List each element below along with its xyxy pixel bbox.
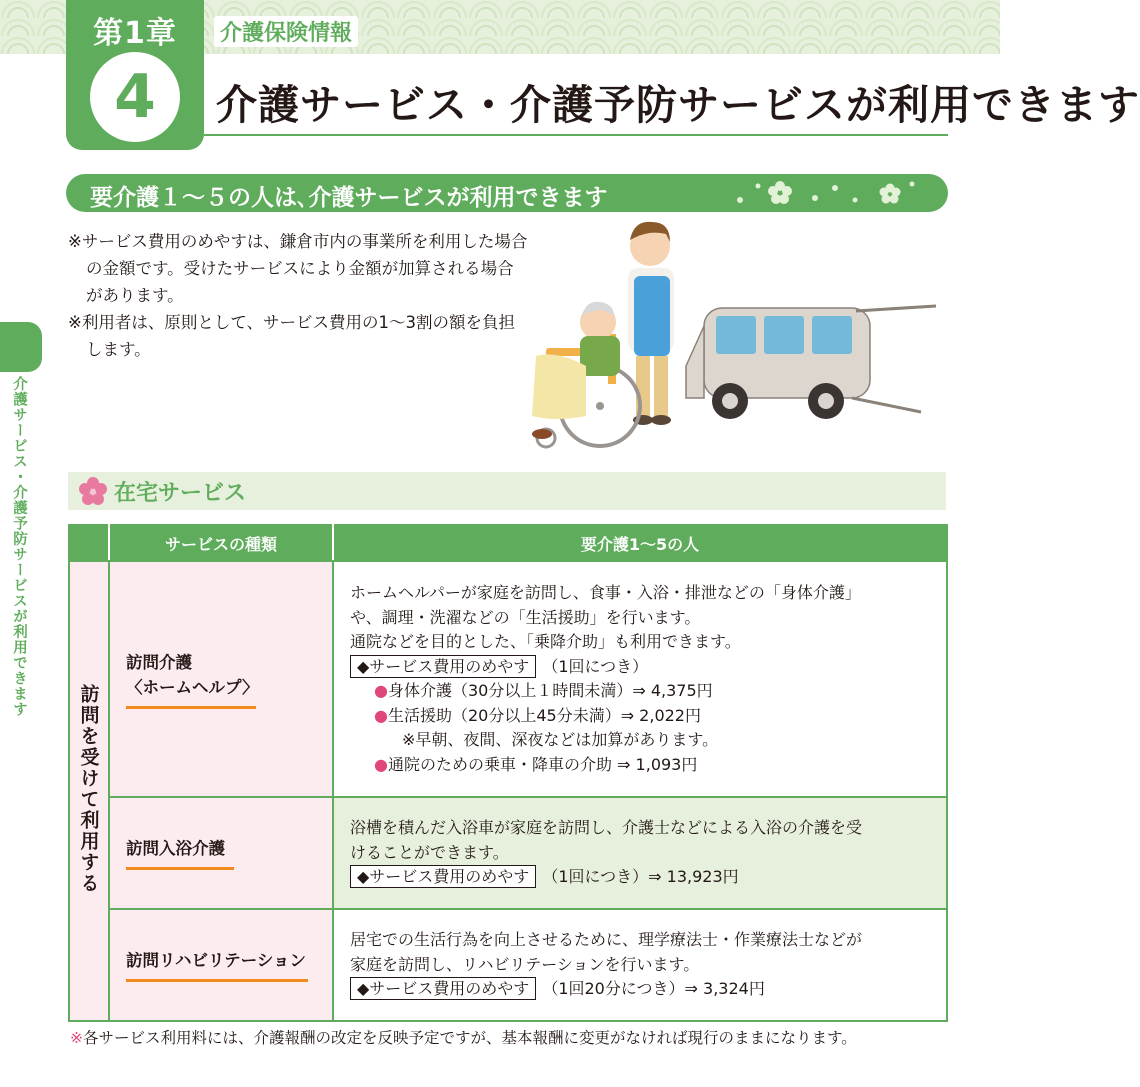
service-name: 訪問リハビリテーション <box>126 951 307 970</box>
description-line: や、調理・洗濯などの「生活援助」を行います。 <box>350 607 701 627</box>
home-service-heading: 在宅サービス <box>114 481 247 506</box>
service-name-sub: 〈ホームヘルプ〉 <box>126 677 259 697</box>
chapter-tab <box>66 0 204 150</box>
fee-item-text: 身体介護（30分以上１時間未満）⇒ 4,375円 <box>387 681 713 700</box>
description-line: ホームヘルパーが家庭を訪問し、食事・入浴・排泄などの「身体介護」 <box>350 583 861 602</box>
fee-label-box: ◆サービス費用のめやす <box>350 977 536 1000</box>
service-name-cell <box>109 797 333 909</box>
fee-line <box>350 977 930 1002</box>
caregiver-figure <box>628 222 674 425</box>
bullet-icon: ● <box>374 754 388 774</box>
bullet-icon: ● <box>374 705 388 725</box>
flower-decoration-icon <box>730 178 920 208</box>
footnote-mark: ※ <box>70 1029 83 1047</box>
fee-item <box>350 704 930 729</box>
service-name-underline <box>126 979 308 982</box>
group-label: 訪問を受けて利用する <box>77 684 100 894</box>
footnote <box>70 1026 857 1048</box>
chapter-number-circle <box>90 52 180 142</box>
fee-label-box: ◆サービス費用のめやす <box>350 655 536 678</box>
service-name-underline <box>126 706 256 709</box>
note-burden: ※利用者は、原則として、サービス費用の1～3割の額を負担します。 <box>68 313 515 359</box>
fee-line <box>350 865 930 890</box>
fee-item-text: 生活援助（20分以上45分未満）⇒ 2,022円 <box>387 705 701 725</box>
home-service-heading-bar <box>68 472 946 510</box>
fee-unit: （1回20分につき）⇒ 3,324円 <box>542 979 765 999</box>
fee-unit: （1回につき）⇒ 13,923円 <box>542 867 739 887</box>
fee-item <box>350 753 930 778</box>
note-cost: ※サービス費用のめやすは、鎌倉市内の事業所を利用した場合の金額です。受けたサービスにより金額が加算される場合があります。 <box>68 232 528 305</box>
table-row <box>69 909 947 1021</box>
header-care-level: 要介護1～5の人 <box>333 525 947 561</box>
description-line: 居宅での生活行為を向上させるために、理学療法士・作業療法士などが <box>350 930 863 950</box>
service-description-cell <box>333 561 947 797</box>
fee-note: ※早朝、夜間、深夜などは加算があります。 <box>402 730 719 749</box>
service-name-underline <box>126 867 234 870</box>
service-name-cell <box>109 561 333 797</box>
service-table <box>68 524 948 1022</box>
description-line: けることができます。 <box>350 842 509 862</box>
welfare-van <box>686 306 936 419</box>
service-name: 訪問介護 <box>126 652 192 672</box>
service-name-cell <box>109 909 333 1021</box>
table-row <box>69 797 947 909</box>
title-underline <box>204 134 948 136</box>
fee-item-text: 通院のための乗車・降車の介助 ⇒ 1,093円 <box>387 754 698 774</box>
bullet-icon: ● <box>374 681 388 700</box>
service-description-cell <box>333 909 947 1021</box>
header-service-type: サービスの種類 <box>109 525 333 561</box>
service-description-cell <box>333 797 947 909</box>
chapter-number: 4 <box>114 62 156 132</box>
table-row <box>69 561 947 797</box>
fee-label-box: ◆サービス費用のめやす <box>350 865 536 888</box>
subheading-text: 要介護１～５の人は､介護サービスが利用できます <box>90 185 608 211</box>
description-line: 浴槽を積んだ入浴車が家庭を訪問し、介護士などによる入浴の介護を受 <box>350 818 863 838</box>
wheelchair-figure <box>532 302 640 447</box>
group-label-cell <box>69 561 109 1021</box>
side-tab-text: 介護サービス・介護予防サービスが利用できます <box>11 376 27 717</box>
description-line: 通院などを目的とした、「乗降介助」も利用できます。 <box>350 632 741 651</box>
caregiver-wheelchair-van-illustration <box>516 216 946 466</box>
service-name: 訪問入浴介護 <box>126 839 225 858</box>
section-category: 介護保険情報 <box>214 16 358 47</box>
intro-notes <box>68 228 528 363</box>
subheading-bar <box>66 174 948 212</box>
page-title: 介護サービス・介護予防サービスが利用できます <box>216 81 1140 129</box>
flower-icon <box>78 477 108 505</box>
fee-unit: （1回につき） <box>542 656 649 676</box>
table-header-row <box>69 525 947 561</box>
fee-line <box>350 655 930 680</box>
description-line: 家庭を訪問し、リハビリテーションを行います。 <box>350 954 700 974</box>
fee-item <box>350 679 930 704</box>
header-blank <box>69 525 109 561</box>
side-tab <box>0 322 42 372</box>
footnote-text: 各サービス利用料には、介護報酬の改定を反映予定ですが、基本報酬に変更がなければ現行のままになります。 <box>83 1029 857 1047</box>
chapter-label: 第1章 <box>93 16 177 51</box>
